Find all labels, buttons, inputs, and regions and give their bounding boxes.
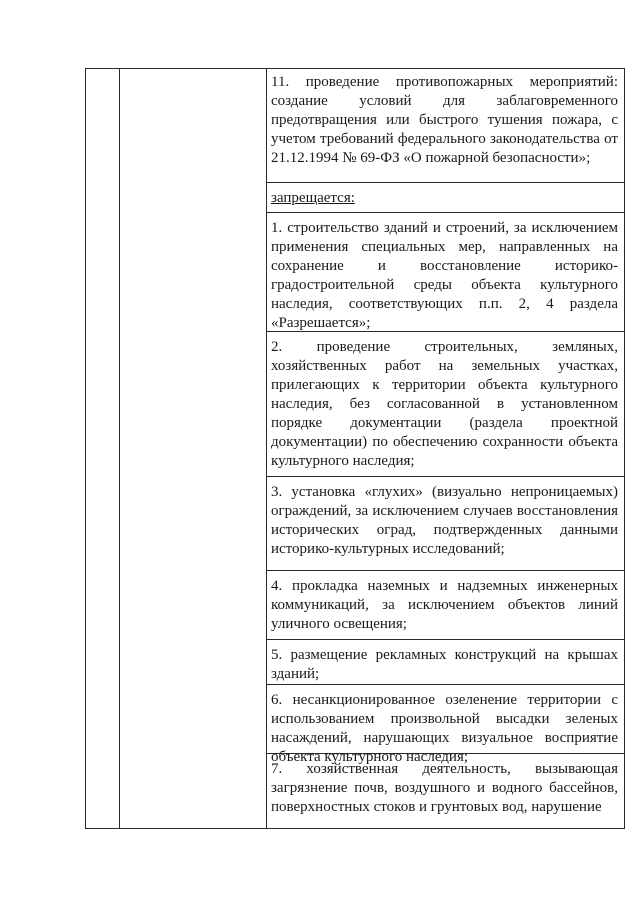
prohibited-item-2: 2. проведение строительных, земляных, хозяйственных работ на земельных участках, прилегающих к территории объекта культурного наследия, без согласованной в установленном порядке документации (раздела проектной документации) по обеспечению сохранности объекта культурного наследия;: [271, 339, 618, 469]
prohibited-item-6: 6. несанкционированное озеленение территории с использованием произвольной высадки зеленых насаждений, нарушающих визуальное восприятие объекта культурного наследия;: [271, 692, 618, 765]
table-cell-prohibited-3: [267, 476, 624, 570]
prohibited-item-1: 1. строительство зданий и строений, за исключением применения специальных мер, направленных на сохранение и восстановление историко-градостроительной среды объекта культурного наследия, соответствующих п.п. 2, 4 раздела «Разрешается»;: [271, 220, 618, 331]
prohibited-item-3: 3. установка «глухих» (визуально непроницаемых) ограждений, за исключением случаев восстановления исторических оград, подтвержденных данными историко-культурных исследований;: [271, 484, 618, 557]
table-cell-prohibited-4: [267, 570, 624, 639]
table-cell-prohibited-heading: [267, 182, 624, 212]
column-divider-1: [119, 69, 120, 828]
prohibited-item-5: 5. размещение рекламных конструкций на крышах зданий;: [271, 647, 618, 682]
prohibited-item-4: 4. прокладка наземных и надземных инженерных коммуникаций, за исключением объектов линий уличного освещения;: [271, 578, 618, 632]
item-11-text: 11. проведение противопожарных мероприятий: создание условий для заблаговременного предотвращения или быстрого тушения пожара, с учетом требований федерального законодательства от 21.12.1994 № 69-ФЗ «О пожарной безопасности»;: [271, 74, 618, 166]
table-cell-prohibited-1: [267, 212, 624, 331]
table-cell-prohibited-6: [267, 684, 624, 765]
table-cell-item-11: [267, 69, 624, 182]
table-cell-prohibited-2: [267, 331, 624, 476]
prohibited-heading: запрещается:: [271, 190, 355, 206]
table-cell-prohibited-7: [267, 753, 624, 830]
prohibited-item-7: 7. хозяйственная деятельность, вызывающая загрязнение почв, воздушного и водного бассейнов, поверхностных стоков и грунтовых вод, нарушение: [271, 761, 618, 815]
regulations-table: [85, 68, 625, 829]
table-cell-prohibited-5: [267, 639, 624, 684]
